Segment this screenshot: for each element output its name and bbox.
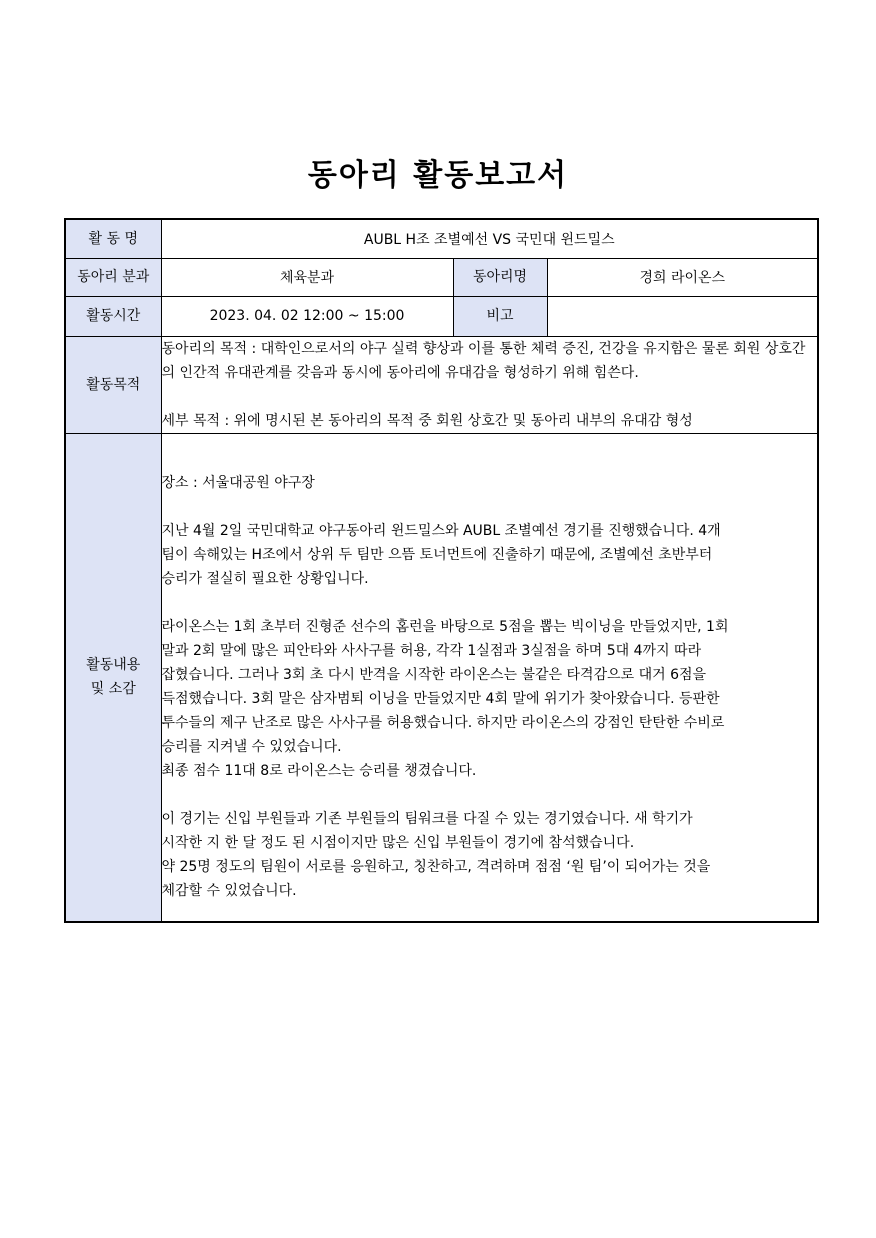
activity-time-label: 활동시간 (65, 296, 161, 336)
purpose-detail-text: 세부 목적 : 위에 명시된 본 동아리의 목적 중 회원 상호간 및 동아리 내부의 유대감 형성 (161, 412, 693, 429)
activity-name-value: AUBL H조 조별예선 VS 국민대 윈드밀스 (161, 219, 818, 258)
row-club-info (65, 258, 818, 296)
remarks-label: 비고 (453, 296, 547, 336)
content-cell (161, 433, 818, 922)
content-paragraph-1: 지난 4월 2일 국민대학교 야구동아리 윈드밀스와 AUBL 조별예선 경기를 진행했습니다. 4개 팀이 속해있는 H조에서 상위 두 팀만 으뜸 토너먼트에 진출하기 때문에, 조별예선 초반부터 승리가 절실히 필요한 상황입니다. (161, 523, 721, 588)
content-label (65, 433, 161, 922)
content-place: 장소 : 서울대공원 야구장 (161, 475, 315, 492)
club-category-value: 체육분과 (161, 258, 453, 296)
row-activity-time (65, 296, 818, 336)
club-category-label: 동아리 분과 (65, 258, 161, 296)
purpose-main-text: 동아리의 목적 : 대학인으로서의 야구 실력 향상과 이를 통한 체력 증진, 건강을 유지함은 물론 회원 상호간의 인간적 유대관계를 갖음과 동시에 동아리에 유대감을 형성하기 위해 힘쓴다. (161, 340, 806, 381)
document-title: 동아리 활동보고서 (307, 158, 569, 193)
remarks-value (547, 296, 818, 336)
activity-name-label: 활 동 명 (65, 219, 161, 258)
content-label-line1: 활동내용 (86, 657, 141, 674)
content-paragraph-3: 이 경기는 신입 부원들과 기존 부원들의 팀워크를 다질 수 있는 경기였습니다. 새 학기가 시작한 지 한 달 정도 된 시점이지만 많은 신입 부원들이 경기에 참석했습니다. 약 25명 정도의 팀원이 서로를 응원하고, 칭찬하고, 격려하며 점점 ‘원 팀’이 되어가는 것을 체감할 수 있었습니다. (161, 811, 711, 900)
purpose-cell (161, 336, 818, 433)
activity-time-value: 2023. 04. 02 12:00 ~ 15:00 (161, 296, 453, 336)
content-paragraph-2: 라이온스는 1회 초부터 진형준 선수의 홈런을 바탕으로 5점을 뽑는 빅이닝을 만들었지만, 1회 말과 2회 말에 많은 피안타와 사사구를 허용, 각각 1실점과 3실점을 하며 5대 4까지 따라 잡혔습니다. 그러나 3회 초 다시 반격을 시작한 라이온스는 불같은 타격감으로 대거 6점을 득점했습니다. 3회 말은 삼자범퇴 이닝을 만들었지만 4회 말에 위기가 찾아왔습니다. 등판한 투수들의 제구 난조로 많은 사사구를 허용했습니다. 하지만 라이온스의 강점인 탄탄한 수비로 승리를 지켜낼 수 있었습니다. 최종 점수 11대 8로 라이온스는 승리를 챙겼습니다. (161, 619, 729, 780)
row-activity-name (65, 219, 818, 258)
row-purpose (65, 336, 818, 433)
club-name-label: 동아리명 (453, 258, 547, 296)
club-name-value: 경희 라이온스 (547, 258, 818, 296)
report-table (64, 218, 819, 923)
content-label-line2: 및 소감 (90, 681, 136, 698)
purpose-label: 활동목적 (65, 336, 161, 433)
row-content (65, 433, 818, 922)
